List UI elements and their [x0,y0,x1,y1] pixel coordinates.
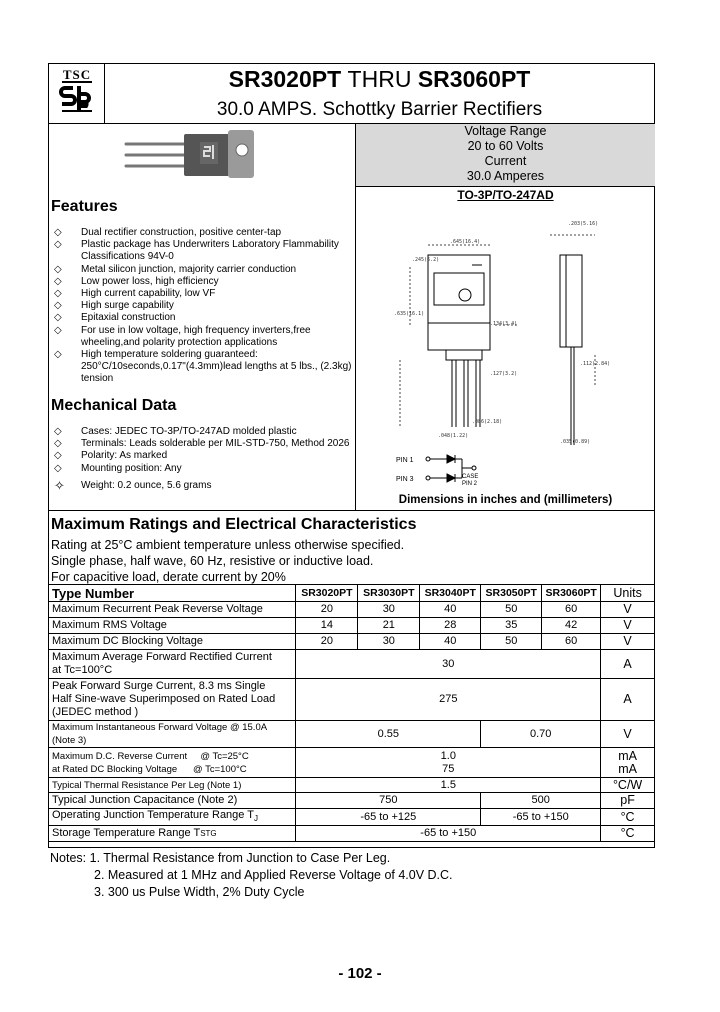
value-cell: 750 [296,793,481,809]
unit-cell: °C [601,809,655,826]
pin-label: PIN 1 [396,457,414,464]
svg-text:.134(3.4): .134(3.4) [490,321,518,327]
package-outline-drawing [380,205,640,490]
value-cell: -65 to +150 [481,809,601,826]
table-row [49,679,655,721]
ratings-table [48,584,655,842]
value-cell: 30 [358,602,420,618]
svg-text:.127(3.2): .127(3.2) [490,371,518,377]
table-row [49,618,655,634]
features-heading: Features [51,198,118,215]
value-cell: 21 [358,618,420,634]
list-item: ◇ Terminals: Leads solderable per MIL-STD-750, Method 2026 [54,438,350,450]
svg-text:.635(16.1): .635(16.1) [394,311,425,317]
table-row [49,602,655,618]
bullet-icon: ◇ [54,462,62,474]
list-item: ◇ Epitaxial construction [54,312,176,324]
title-thru: THRU [347,66,412,92]
spec-line: Voltage Range [464,124,547,138]
unit-cell: V [601,618,655,634]
value-cell: 1.0 75 [296,748,601,778]
note-line: 2. Measured at 1 MHz and Applied Reverse Voltage of 4.0V D.C. [94,868,453,882]
page-number: - 102 - [338,965,382,982]
pin-label: CASE [462,474,479,480]
column-header: Type Number [49,585,296,602]
value-cell: 30 [296,650,601,679]
column-header: SR3040PT [420,585,481,602]
condition-text: For capacitive load, derate current by 20% [51,570,286,584]
value-cell: 0.55 [296,721,481,748]
list-item: ◇ Mounting position: Any [54,462,182,474]
value-cell: 42 [542,618,601,634]
spec-line: 30.0 Amperes [466,169,545,183]
list-item: ◇ Dual rectifier construction, positive center-tap [54,227,282,238]
bullet-icon: ◇ [54,227,62,238]
value-cell: 20 [296,602,358,618]
page-title [104,64,655,94]
value-cell: -65 to +125 [296,809,481,826]
divider [48,510,655,511]
company-logo [49,64,105,120]
value-cell: 20 [296,634,358,650]
unit-cell: A [601,650,655,679]
table-row [49,748,655,778]
list-item: ◇ Cases: JEDEC TO-3P/TO-247AD molded plastic [54,426,297,437]
table-row [49,634,655,650]
bullet-icon: ◇ [54,300,62,312]
unit-cell: °C [601,826,655,842]
spec-line: 20 to 60 Volts [467,139,544,153]
svg-text:.112(2.84): .112(2.84) [580,361,611,367]
column-header: SR3060PT [542,585,601,602]
bullet-icon: ◇ [54,275,62,287]
title-part-2: SR3060PT [417,66,531,92]
bullet-icon: ◇ [54,438,62,450]
table-row [49,826,655,842]
note-line: 3. 300 us Pulse Width, 2% Duty Cycle [94,885,305,899]
condition-text: Single phase, half wave, 60 Hz, resistive or inductive load. [51,554,374,568]
bullet-icon: ✧ [54,477,65,493]
param-cell: Operating Junction Temperature Range $T_J$ [49,809,296,826]
list-item: ◇ Metal silicon junction, majority carrier conduction [54,263,297,275]
value-cell: 35 [481,618,542,634]
table-row [49,650,655,679]
unit-cell: V [601,721,655,748]
unit-cell: pF [601,793,655,809]
param-cell: Maximum Instantaneous Forward Voltage @ 15.0A (Note 3) [49,721,296,748]
table-header-row [49,585,655,602]
features-list [54,227,354,386]
value-cell: 500 [481,793,601,809]
ratings-title: Maximum Ratings and Electrical Characteristics [51,516,417,533]
param-cell: Peak Forward Surge Current, 8.3 ms Single Half Sine-wave Superimposed on Rated Load (JEDEC method ) [49,679,296,721]
bullet-icon: ◇ [54,263,62,275]
bullet-icon: ◇ [54,349,62,361]
param-cell: Maximum D.C. Reverse Current @ Tc=25°C at Rated DC Blocking Voltage @ Tc=100°C [49,748,296,778]
pin-diagram [392,450,512,490]
list-item: ◇ For use in low voltage, high frequency inverters,free [54,324,311,336]
list-item: ◇ High temperature soldering guaranteed: [54,349,258,361]
svg-text:.203(5.16): .203(5.16) [568,221,599,227]
value-cell: 14 [296,618,358,634]
pin-label: PIN 3 [396,476,414,483]
table-row [49,721,655,748]
unit-cell: °C/W [601,778,655,793]
table-row [49,809,655,826]
value-cell: -65 to +150 [296,826,601,842]
value-cell: 40 [420,602,481,618]
param-cell: Maximum Average Forward Rectified Current at Tc=100°C [49,650,296,679]
value-cell: 60 [542,602,601,618]
list-item: ◇ Low power loss, high efficiency [54,275,219,287]
value-cell: 28 [420,618,481,634]
column-header: SR3030PT [358,585,420,602]
unit-cell: mA mA [601,748,655,778]
title-part-1: SR3020PT [228,66,342,92]
condition-text: Rating at 25°C ambient temperature unless otherwise specified. [51,538,405,552]
list-item: Classifications 94V-0 [81,251,174,263]
notes-block [50,850,453,901]
mechanical-heading: Mechanical Data [51,397,177,414]
unit-cell: V [601,602,655,618]
column-header: SR3020PT [296,585,358,602]
column-header: Units [601,585,655,602]
param-cell: Typical Junction Capacitance (Note 2) [49,793,296,809]
value-cell: 60 [542,634,601,650]
value-cell: 30 [358,634,420,650]
list-item: ◇ Plastic package has Underwriters Laboratory Flammability [54,239,339,251]
bullet-icon: ◇ [54,312,62,324]
pin-label: PIN 2 [462,481,478,487]
svg-text:.245(6.2): .245(6.2) [412,257,440,263]
page-subtitle: 30.0 AMPS. Schottky Barrier Rectifiers [216,99,543,120]
note-line: Notes: 1. Thermal Resistance from Junction to Case Per Leg. [50,851,391,865]
param-cell: Maximum RMS Voltage [49,618,296,634]
package-label: TO-3P/TO-247AD [457,188,554,202]
table-row [49,778,655,793]
svg-text:.048(1.22): .048(1.22) [438,433,469,439]
logo-text: TSC [62,67,92,82]
table-row [49,793,655,809]
list-item: ◇ Polarity: As marked [54,450,168,462]
bullet-icon: ◇ [54,324,62,336]
list-item: ✧ Weight: 0.2 ounce, 5.6 grams [54,477,212,493]
param-cell: Storage Temperature Range TSTG [49,826,296,842]
list-item: ◇ High current capability, low VF [54,288,216,300]
dimensions-caption: Dimensions in inches and (millimeters) [398,494,613,506]
logo-mark-icon [49,64,105,120]
param-cell: Maximum Recurrent Peak Reverse Voltage [49,602,296,618]
svg-text:.645(16.4): .645(16.4) [450,239,481,245]
spec-summary-box [356,124,655,186]
svg-text:.086(2.18): .086(2.18) [472,419,503,425]
value-cell: 1.5 [296,778,601,793]
divider [355,186,655,187]
spec-line: Current [484,154,527,168]
list-item: ◇ High surge capability [54,300,174,312]
list-item: 250°C/10seconds,0.17"(4.3mm)lead lengths at 5 lbs., (2.3kg) [81,361,352,373]
unit-cell: A [601,679,655,721]
svg-text:.035(0.89): .035(0.89) [560,439,591,445]
bullet-icon: ◇ [54,426,62,437]
value-cell: 40 [420,634,481,650]
value-cell: 50 [481,634,542,650]
list-item: wheeling,and polarity protection applications [81,336,278,348]
unit-cell: V [601,634,655,650]
component-image [118,128,258,180]
value-cell: 275 [296,679,601,721]
mechanical-list [54,426,354,492]
list-item: tension [81,373,114,385]
column-header: SR3050PT [481,585,542,602]
value-cell: 50 [481,602,542,618]
bullet-icon: ◇ [54,288,62,300]
value-cell: 0.70 [481,721,601,748]
bullet-icon: ◇ [54,239,62,251]
param-cell: Maximum DC Blocking Voltage [49,634,296,650]
bullet-icon: ◇ [54,450,62,462]
param-cell: Typical Thermal Resistance Per Leg (Note 1) [49,778,296,793]
